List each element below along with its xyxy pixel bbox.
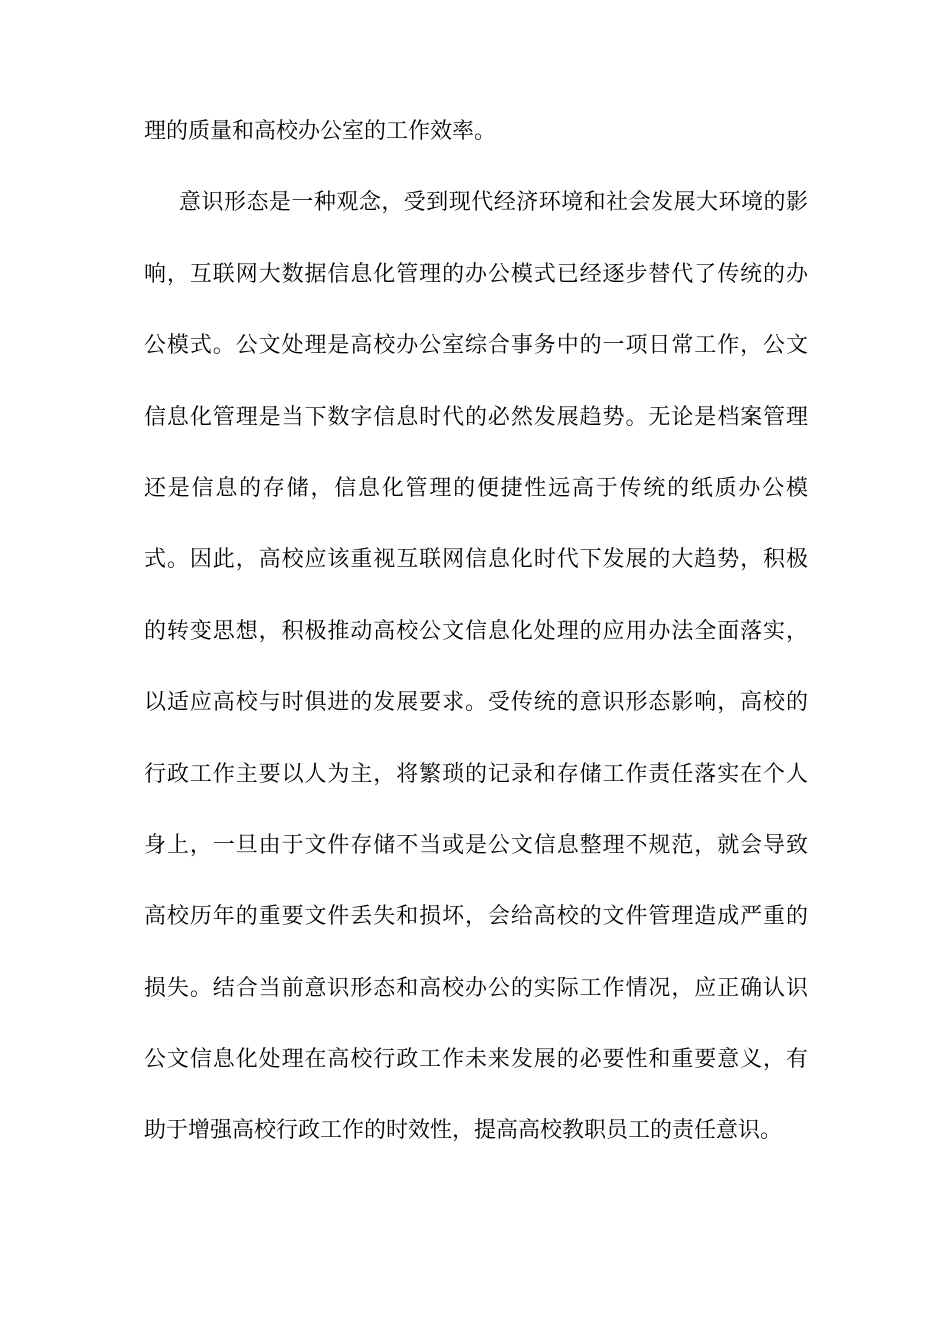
text-line: 式。因此，高校应该重视互联网信息化时代下发展的大趋势，积极 bbox=[144, 547, 808, 573]
text-line: 公模式。公文处理是高校办公室综合事务中的一项日常工作，公文 bbox=[144, 333, 808, 359]
text-line: 行政工作主要以人为主，将繁琐的记录和存储工作责任落实在个人 bbox=[144, 761, 808, 787]
text-line: 的转变思想，积极推动高校公文信息化处理的应用办法全面落实， bbox=[144, 618, 808, 644]
text-line: 高校历年的重要文件丢失和损坏，会给高校的文件管理造成严重的 bbox=[144, 904, 808, 930]
text-line: 信息化管理是当下数字信息时代的必然发展趋势。无论是档案管理 bbox=[144, 404, 808, 430]
text-line: 公文信息化处理在高校行政工作未来发展的必要性和重要意义，有 bbox=[144, 1047, 808, 1073]
text-line: 以适应高校与时俱进的发展要求。受传统的意识形态影响，高校的 bbox=[144, 690, 808, 716]
text-line: 损失。结合当前意识形态和高校办公的实际工作情况，应正确认识 bbox=[144, 975, 808, 1001]
text-line: 助于增强高校行政工作的时效性，提高高校教职员工的责任意识。 bbox=[144, 1118, 783, 1144]
text-line: 理的质量和高校办公室的工作效率。 bbox=[144, 119, 497, 144]
text-line: 还是信息的存储，信息化管理的便捷性远高于传统的纸质办公模 bbox=[144, 475, 808, 501]
text-line: 响，互联网大数据信息化管理的办公模式已经逐步替代了传统的办 bbox=[144, 261, 808, 287]
text-line: 身上，一旦由于文件存储不当或是公文信息整理不规范，就会导致 bbox=[144, 832, 808, 858]
paragraph-first-line: 意识形态是一种观念，受到现代经济环境和社会发展大环境的影 bbox=[179, 190, 808, 216]
body-text bbox=[144, 116, 808, 1187]
